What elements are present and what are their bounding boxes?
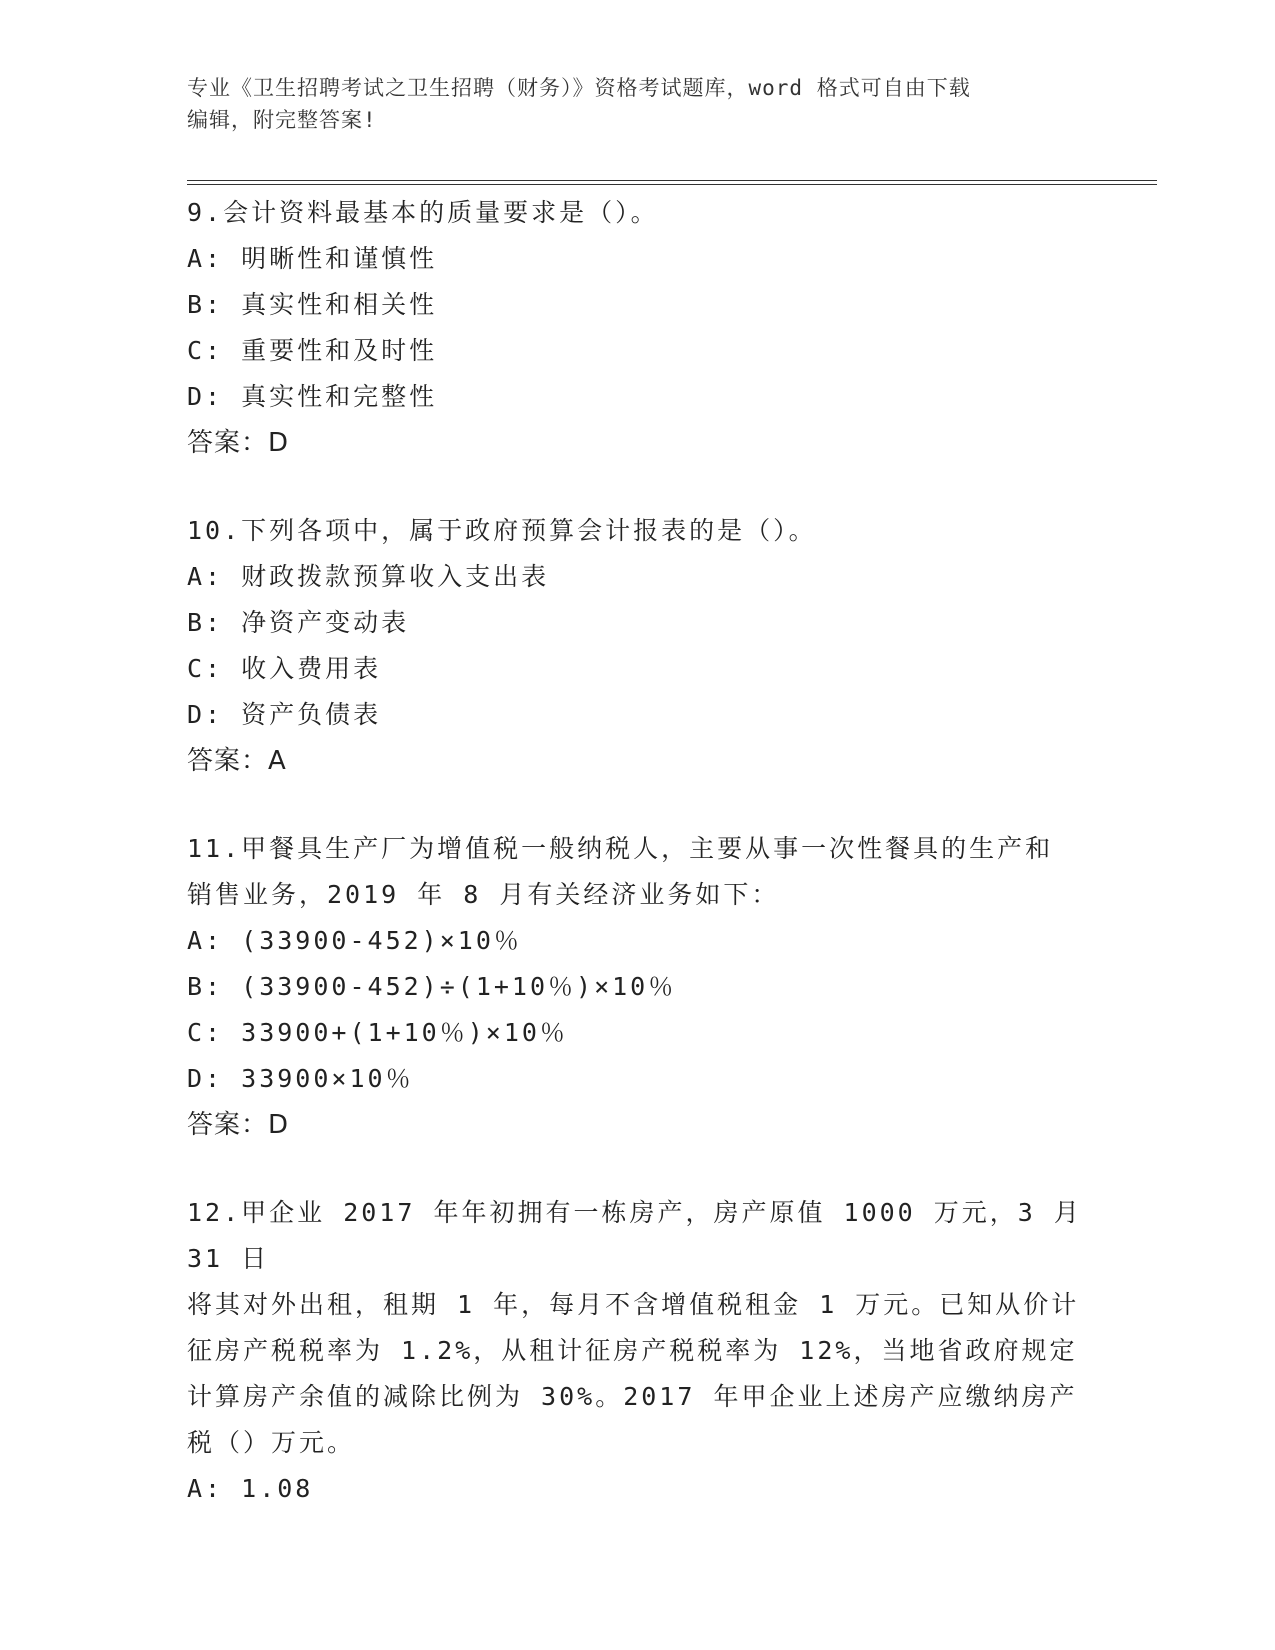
header-line-1: 专业《卫生招聘考试之卫生招聘（财务）》资格考试题库，word 格式可自由下载	[187, 76, 971, 100]
option-a: A: (33900-452)×10％	[187, 926, 522, 955]
question-stem-line-1: 12.甲企业 2017 年年初拥有一栋房产，房产原值 1000 万元，3 月 31 日	[187, 1198, 1100, 1273]
header-divider-bottom	[187, 184, 1157, 185]
question-10	[187, 508, 1087, 784]
option-b: B: 真实性和相关性	[187, 290, 438, 319]
question-stem-line-2: 将其对外出租，租期 1 年，每月不含增值税租金 1 万元。已知从价计	[187, 1290, 1080, 1319]
answer: 答案：D	[187, 1110, 290, 1140]
option-c: C: 33900+(1+10％)×10％	[187, 1018, 568, 1047]
question-stem-line-1: 11.甲餐具生产厂为增值税一般纳税人，主要从事一次性餐具的生产和	[187, 834, 1054, 863]
option-b: B: 净资产变动表	[187, 608, 410, 637]
question-9	[187, 190, 1087, 466]
option-a: A: 明晰性和谨慎性	[187, 244, 438, 273]
option-c: C: 收入费用表	[187, 654, 382, 683]
question-list	[187, 190, 1100, 1554]
document-header	[187, 72, 1087, 136]
answer: 答案：A	[187, 746, 287, 776]
option-d: D: 33900×10％	[187, 1064, 414, 1093]
option-a: A: 1.08	[187, 1474, 314, 1503]
question-11	[187, 826, 1087, 1148]
header-divider-top	[187, 180, 1157, 181]
answer: 答案：D	[187, 428, 290, 458]
question-stem: 10.下列各项中，属于政府预算会计报表的是（）。	[187, 516, 817, 545]
option-a: A: 财政拨款预算收入支出表	[187, 562, 550, 591]
question-12	[187, 1190, 1100, 1512]
question-stem-line-5: 税（）万元。	[187, 1428, 356, 1457]
option-d: D: 真实性和完整性	[187, 382, 438, 411]
option-d: D: 资产负债表	[187, 700, 382, 729]
question-stem: 9.会计资料最基本的质量要求是（）。	[187, 198, 659, 227]
option-b: B: (33900-452)÷(1+10％)×10％	[187, 972, 677, 1001]
question-stem-line-4: 计算房产余值的减除比例为 30%。2017 年甲企业上述房产应缴纳房产	[187, 1382, 1078, 1411]
option-c: C: 重要性和及时性	[187, 336, 438, 365]
question-stem-line-3: 征房产税税率为 1.2%，从租计征房产税税率为 12%，当地省政府规定	[187, 1336, 1078, 1365]
question-stem-line-2: 销售业务，2019 年 8 月有关经济业务如下：	[187, 880, 780, 909]
header-line-2: 编辑，附完整答案!	[187, 108, 377, 132]
